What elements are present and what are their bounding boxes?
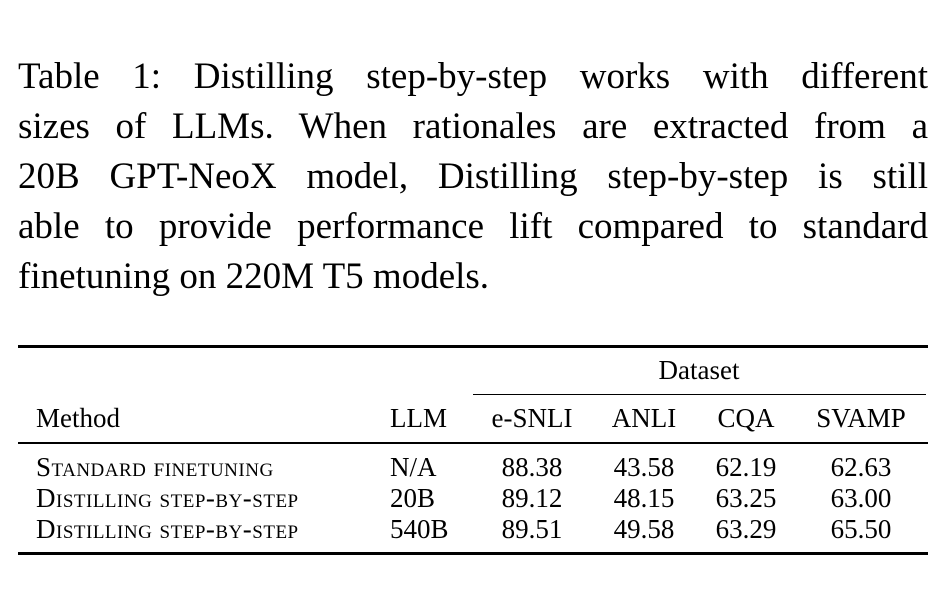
cell-esnli: 89.51 [501, 514, 563, 544]
cell-anli: 48.15 [613, 483, 675, 513]
header-method: Method [36, 403, 120, 433]
table-top-rule [18, 345, 928, 348]
row-llm: 540B [390, 514, 449, 544]
row-method: Standard finetuning [36, 452, 274, 482]
row-method: Distilling step-by-step [36, 483, 299, 513]
header-llm: LLM [390, 403, 447, 433]
cell-esnli: 88.38 [501, 452, 563, 482]
cell-svamp: 62.63 [830, 452, 892, 482]
table-header-rule [18, 442, 928, 444]
caption-line: able to provide performance lift compared to standard [18, 206, 928, 247]
row-method: Distilling step-by-step [36, 514, 299, 544]
cell-esnli: 89.12 [501, 483, 563, 513]
caption-line: 20B GPT-NeoX model, Distilling step-by-step is still [18, 156, 928, 197]
cell-svamp: 65.50 [830, 514, 892, 544]
dataset-group-rule [473, 394, 926, 395]
header-cqa: CQA [717, 403, 775, 433]
cell-svamp: 63.00 [830, 483, 892, 513]
caption-line: finetuning on 220M T5 models. [18, 256, 490, 297]
table-bottom-rule [18, 552, 928, 555]
header-svamp: SVAMP [816, 403, 906, 433]
cell-cqa: 63.25 [715, 483, 777, 513]
dataset-group-header: Dataset [658, 355, 740, 385]
header-anli: ANLI [611, 403, 677, 433]
cell-anli: 43.58 [613, 452, 675, 482]
header-esnli: e-SNLI [491, 403, 573, 433]
cell-cqa: 63.29 [715, 514, 777, 544]
cell-anli: 49.58 [613, 514, 675, 544]
row-llm: 20B [390, 483, 436, 513]
caption-line: sizes of LLMs. When rationales are extracted from a [18, 106, 928, 147]
cell-cqa: 62.19 [715, 452, 777, 482]
row-llm: N/A [390, 452, 437, 482]
table-caption [18, 52, 928, 302]
caption-line: Table 1: Distilling step-by-step works with different [18, 56, 928, 97]
